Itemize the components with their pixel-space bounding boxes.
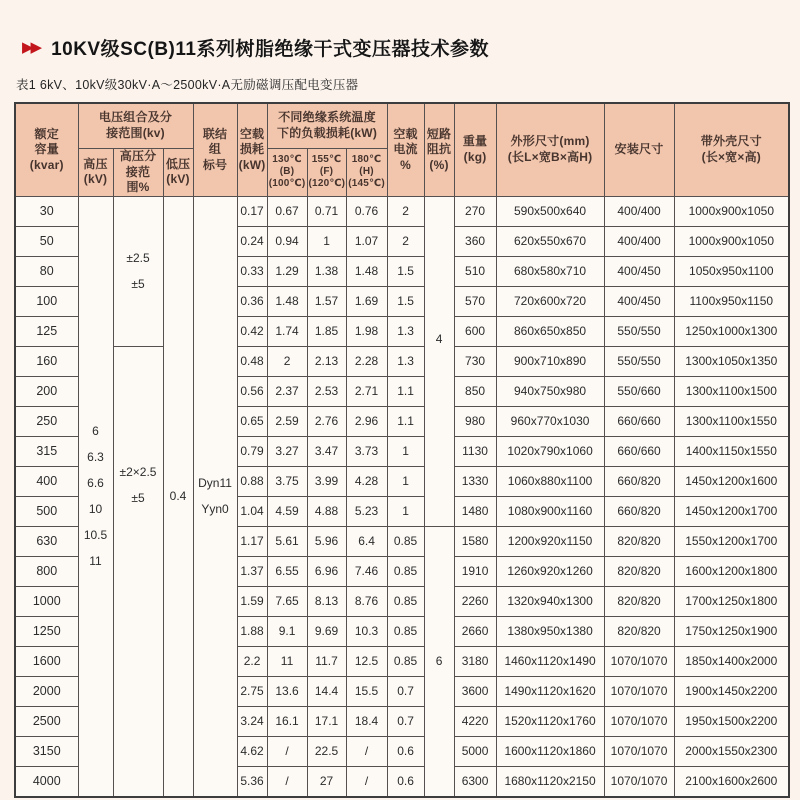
cell-noload-current: 2 (387, 196, 424, 226)
cell-loss-130c: 3.27 (267, 436, 307, 466)
header-rated-capacity: 额定 容量 (kvar) (15, 103, 78, 196)
cell-loss-180c: 2.71 (346, 376, 387, 406)
cell-dimensions: 1020x790x1060 (496, 436, 604, 466)
cell-noload-loss: 4.62 (237, 736, 267, 766)
cell-noload-current: 0.85 (387, 556, 424, 586)
cell-loss-180c: / (346, 766, 387, 797)
cell-enclosure-size: 1600x1200x1800 (674, 556, 789, 586)
cell-weight: 1330 (454, 466, 496, 496)
cell-dimensions: 860x650x850 (496, 316, 604, 346)
cell-loss-180c: 1.69 (346, 286, 387, 316)
cell-noload-current: 0.7 (387, 706, 424, 736)
cell-noload-current: 0.85 (387, 616, 424, 646)
cell-enclosure-size: 1450x1200x1600 (674, 466, 789, 496)
cell-noload-current: 1 (387, 496, 424, 526)
cell-capacity: 630 (15, 526, 78, 556)
cell-install-size: 550/550 (604, 346, 674, 376)
cell-noload-current: 1 (387, 466, 424, 496)
cell-loss-130c: 6.55 (267, 556, 307, 586)
cell-noload-current: 0.7 (387, 676, 424, 706)
cell-dimensions: 960x770x1030 (496, 406, 604, 436)
cell-loss-130c: 1.74 (267, 316, 307, 346)
cell-loss-155c: 22.5 (307, 736, 346, 766)
cell-capacity: 160 (15, 346, 78, 376)
table-header (15, 103, 789, 196)
cell-loss-155c: 1 (307, 226, 346, 256)
cell-weight: 5000 (454, 736, 496, 766)
cell-capacity: 80 (15, 256, 78, 286)
cell-install-size: 400/450 (604, 286, 674, 316)
cell-install-size: 660/660 (604, 406, 674, 436)
cell-loss-180c: 4.28 (346, 466, 387, 496)
cell-enclosure-size: 1300x1100x1550 (674, 406, 789, 436)
cell-dimensions: 1490x1120x1620 (496, 676, 604, 706)
cell-noload-loss: 0.42 (237, 316, 267, 346)
cell-weight: 3180 (454, 646, 496, 676)
page-title: 10KV级SC(B)11系列树脂绝缘干式变压器技术参数 (51, 39, 489, 60)
cell-dimensions: 940x750x980 (496, 376, 604, 406)
header-load-loss: 不同绝缘系统温度 下的负载损耗(kW) (267, 103, 387, 149)
cell-install-size: 400/400 (604, 196, 674, 226)
cell-loss-180c: 10.3 (346, 616, 387, 646)
cell-noload-loss: 1.37 (237, 556, 267, 586)
title-row (22, 34, 788, 61)
cell-weight: 730 (454, 346, 496, 376)
cell-weight: 360 (454, 226, 496, 256)
cell-enclosure-size: 1000x900x1050 (674, 196, 789, 226)
cell-loss-130c: 1.48 (267, 286, 307, 316)
cell-loss-130c: 9.1 (267, 616, 307, 646)
cell-weight: 1130 (454, 436, 496, 466)
cell-loss-180c: 2.96 (346, 406, 387, 436)
cell-enclosure-size: 1250x1000x1300 (674, 316, 789, 346)
cell-noload-loss: 0.48 (237, 346, 267, 376)
cell-noload-loss: 0.65 (237, 406, 267, 436)
cell-noload-loss: 1.04 (237, 496, 267, 526)
cell-noload-loss: 2.2 (237, 646, 267, 676)
cell-noload-loss: 1.88 (237, 616, 267, 646)
cell-loss-180c: 12.5 (346, 646, 387, 676)
cell-noload-loss: 0.24 (237, 226, 267, 256)
cell-enclosure-size: 1450x1200x1700 (674, 496, 789, 526)
cell-install-size: 820/820 (604, 526, 674, 556)
cell-install-size: 1070/1070 (604, 646, 674, 676)
cell-lv-voltage: 0.4 (163, 196, 193, 797)
cell-install-size: 550/550 (604, 316, 674, 346)
double-arrow-icon: ▶▶ (22, 39, 40, 56)
cell-enclosure-size: 1950x1500x2200 (674, 706, 789, 736)
cell-loss-155c: 1.57 (307, 286, 346, 316)
cell-loss-155c: 4.88 (307, 496, 346, 526)
cell-enclosure-size: 1750x1250x1900 (674, 616, 789, 646)
cell-loss-130c: 0.94 (267, 226, 307, 256)
cell-noload-current: 1.3 (387, 316, 424, 346)
cell-noload-current: 1.5 (387, 286, 424, 316)
cell-noload-current: 1 (387, 436, 424, 466)
cell-loss-155c: 6.96 (307, 556, 346, 586)
cell-loss-155c: 9.69 (307, 616, 346, 646)
cell-capacity: 2000 (15, 676, 78, 706)
cell-capacity: 1600 (15, 646, 78, 676)
cell-tap-range-b: ±2×2.5 ±5 (113, 346, 163, 797)
cell-hv-voltages: 6 6.3 6.6 10 10.5 11 (78, 196, 113, 797)
cell-dimensions: 1260x920x1260 (496, 556, 604, 586)
cell-impedance: 6 (424, 526, 454, 797)
cell-weight: 510 (454, 256, 496, 286)
cell-loss-155c: 3.99 (307, 466, 346, 496)
cell-loss-180c: / (346, 736, 387, 766)
cell-capacity: 200 (15, 376, 78, 406)
cell-loss-155c: 0.71 (307, 196, 346, 226)
cell-dimensions: 1320x940x1300 (496, 586, 604, 616)
cell-loss-130c: 16.1 (267, 706, 307, 736)
cell-noload-current: 1.1 (387, 376, 424, 406)
cell-enclosure-size: 1000x900x1050 (674, 226, 789, 256)
header-install-size: 安装尺寸 (604, 103, 674, 196)
cell-install-size: 660/660 (604, 436, 674, 466)
cell-loss-180c: 15.5 (346, 676, 387, 706)
table-subtitle: 表1 6kV、10kV级30kV·A～2500kV·A无励磁调压配电变压器 (16, 78, 359, 92)
cell-loss-180c: 0.76 (346, 196, 387, 226)
cell-loss-130c: 3.75 (267, 466, 307, 496)
cell-install-size: 660/820 (604, 466, 674, 496)
cell-loss-130c: 1.29 (267, 256, 307, 286)
cell-install-size: 660/820 (604, 496, 674, 526)
cell-loss-180c: 8.76 (346, 586, 387, 616)
cell-enclosure-size: 1550x1200x1700 (674, 526, 789, 556)
cell-dimensions: 1460x1120x1490 (496, 646, 604, 676)
header-vector-group: 联结 组 标号 (193, 103, 237, 196)
cell-loss-155c: 1.85 (307, 316, 346, 346)
cell-loss-180c: 7.46 (346, 556, 387, 586)
cell-loss-155c: 1.38 (307, 256, 346, 286)
cell-capacity: 125 (15, 316, 78, 346)
cell-install-size: 820/820 (604, 586, 674, 616)
cell-weight: 2260 (454, 586, 496, 616)
cell-dimensions: 620x550x670 (496, 226, 604, 256)
cell-loss-180c: 1.98 (346, 316, 387, 346)
table-body (15, 196, 789, 797)
cell-noload-current: 0.85 (387, 526, 424, 556)
header-noload-loss: 空载 损耗 (kW) (237, 103, 267, 196)
cell-install-size: 400/400 (604, 226, 674, 256)
cell-loss-130c: 5.61 (267, 526, 307, 556)
cell-capacity: 3150 (15, 736, 78, 766)
cell-noload-current: 0.85 (387, 586, 424, 616)
header-155c: 155℃ (F) (120℃) (307, 149, 346, 197)
spec-table (14, 102, 790, 798)
cell-enclosure-size: 1400x1150x1550 (674, 436, 789, 466)
cell-capacity: 2500 (15, 706, 78, 736)
cell-enclosure-size: 1850x1400x2000 (674, 646, 789, 676)
cell-loss-130c: 11 (267, 646, 307, 676)
header-impedance: 短路 阻抗 (%) (424, 103, 454, 196)
header-hv: 高压 (kV) (78, 149, 113, 197)
cell-noload-current: 1.5 (387, 256, 424, 286)
cell-loss-180c: 3.73 (346, 436, 387, 466)
table-row (15, 346, 789, 376)
cell-weight: 850 (454, 376, 496, 406)
cell-loss-130c: 7.65 (267, 586, 307, 616)
cell-install-size: 820/820 (604, 556, 674, 586)
cell-dimensions: 720x600x720 (496, 286, 604, 316)
cell-weight: 4220 (454, 706, 496, 736)
cell-capacity: 1250 (15, 616, 78, 646)
header-noload-current: 空载 电流 % (387, 103, 424, 196)
cell-loss-155c: 27 (307, 766, 346, 797)
cell-weight: 570 (454, 286, 496, 316)
cell-dimensions: 1680x1120x2150 (496, 766, 604, 797)
header-180c: 180℃ (H) (145℃) (346, 149, 387, 197)
header-dimensions: 外形尺寸(mm) (长L×宽B×高H) (496, 103, 604, 196)
header-130c: 130℃ (B) (100℃) (267, 149, 307, 197)
cell-loss-180c: 5.23 (346, 496, 387, 526)
cell-noload-loss: 0.17 (237, 196, 267, 226)
cell-loss-155c: 3.47 (307, 436, 346, 466)
header-tap-range: 高压分 接范围% (113, 149, 163, 197)
cell-enclosure-size: 2000x1550x2300 (674, 736, 789, 766)
cell-capacity: 315 (15, 436, 78, 466)
cell-dimensions: 1380x950x1380 (496, 616, 604, 646)
cell-weight: 1580 (454, 526, 496, 556)
cell-loss-130c: / (267, 766, 307, 797)
cell-loss-155c: 8.13 (307, 586, 346, 616)
cell-dimensions: 590x500x640 (496, 196, 604, 226)
header-enclosure-size: 带外壳尺寸 (长×宽×高) (674, 103, 789, 196)
cell-loss-130c: 13.6 (267, 676, 307, 706)
cell-install-size: 1070/1070 (604, 706, 674, 736)
cell-loss-180c: 1.07 (346, 226, 387, 256)
cell-loss-130c: / (267, 736, 307, 766)
cell-loss-130c: 2.37 (267, 376, 307, 406)
cell-dimensions: 1060x880x1100 (496, 466, 604, 496)
cell-install-size: 550/660 (604, 376, 674, 406)
cell-weight: 270 (454, 196, 496, 226)
cell-enclosure-size: 1300x1100x1500 (674, 376, 789, 406)
cell-noload-loss: 1.59 (237, 586, 267, 616)
cell-loss-180c: 1.48 (346, 256, 387, 286)
cell-capacity: 500 (15, 496, 78, 526)
header-voltage-combination: 电压组合及分 接范围(kv) (78, 103, 193, 149)
cell-loss-180c: 2.28 (346, 346, 387, 376)
cell-capacity: 4000 (15, 766, 78, 797)
cell-noload-loss: 0.33 (237, 256, 267, 286)
cell-weight: 3600 (454, 676, 496, 706)
cell-noload-current: 0.6 (387, 766, 424, 797)
cell-capacity: 1000 (15, 586, 78, 616)
cell-weight: 2660 (454, 616, 496, 646)
cell-loss-130c: 0.67 (267, 196, 307, 226)
cell-loss-130c: 2 (267, 346, 307, 376)
cell-weight: 980 (454, 406, 496, 436)
cell-noload-loss: 0.88 (237, 466, 267, 496)
cell-dimensions: 1600x1120x1860 (496, 736, 604, 766)
cell-noload-current: 0.6 (387, 736, 424, 766)
cell-install-size: 820/820 (604, 616, 674, 646)
cell-noload-current: 2 (387, 226, 424, 256)
cell-loss-155c: 17.1 (307, 706, 346, 736)
cell-noload-loss: 3.24 (237, 706, 267, 736)
cell-loss-130c: 4.59 (267, 496, 307, 526)
cell-loss-155c: 5.96 (307, 526, 346, 556)
cell-enclosure-size: 1900x1450x2200 (674, 676, 789, 706)
cell-vector-group: Dyn11 Yyn0 (193, 196, 237, 797)
table-row (15, 196, 789, 226)
cell-capacity: 400 (15, 466, 78, 496)
cell-loss-155c: 11.7 (307, 646, 346, 676)
cell-dimensions: 1200x920x1150 (496, 526, 604, 556)
cell-dimensions: 900x710x890 (496, 346, 604, 376)
header-lv: 低压 (kV) (163, 149, 193, 197)
cell-weight: 1480 (454, 496, 496, 526)
cell-tap-range-a: ±2.5 ±5 (113, 196, 163, 346)
cell-install-size: 1070/1070 (604, 736, 674, 766)
cell-capacity: 800 (15, 556, 78, 586)
cell-enclosure-size: 2100x1600x2600 (674, 766, 789, 797)
cell-noload-current: 0.85 (387, 646, 424, 676)
cell-enclosure-size: 1300x1050x1350 (674, 346, 789, 376)
cell-dimensions: 1080x900x1160 (496, 496, 604, 526)
cell-install-size: 400/450 (604, 256, 674, 286)
cell-noload-loss: 1.17 (237, 526, 267, 556)
header-weight: 重量 (kg) (454, 103, 496, 196)
cell-noload-loss: 5.36 (237, 766, 267, 797)
cell-noload-current: 1.3 (387, 346, 424, 376)
cell-loss-180c: 18.4 (346, 706, 387, 736)
cell-noload-current: 1.1 (387, 406, 424, 436)
cell-enclosure-size: 1050x950x1100 (674, 256, 789, 286)
cell-enclosure-size: 1100x950x1150 (674, 286, 789, 316)
cell-capacity: 100 (15, 286, 78, 316)
cell-loss-155c: 2.53 (307, 376, 346, 406)
cell-capacity: 250 (15, 406, 78, 436)
cell-weight: 6300 (454, 766, 496, 797)
cell-noload-loss: 2.75 (237, 676, 267, 706)
cell-install-size: 1070/1070 (604, 676, 674, 706)
cell-capacity: 50 (15, 226, 78, 256)
cell-loss-180c: 6.4 (346, 526, 387, 556)
cell-install-size: 1070/1070 (604, 766, 674, 797)
cell-noload-loss: 0.79 (237, 436, 267, 466)
cell-noload-loss: 0.56 (237, 376, 267, 406)
cell-enclosure-size: 1700x1250x1800 (674, 586, 789, 616)
cell-noload-loss: 0.36 (237, 286, 267, 316)
cell-loss-130c: 2.59 (267, 406, 307, 436)
cell-loss-155c: 2.13 (307, 346, 346, 376)
cell-impedance: 4 (424, 196, 454, 526)
cell-loss-155c: 2.76 (307, 406, 346, 436)
cell-weight: 600 (454, 316, 496, 346)
cell-dimensions: 1520x1120x1760 (496, 706, 604, 736)
cell-dimensions: 680x580x710 (496, 256, 604, 286)
cell-loss-155c: 14.4 (307, 676, 346, 706)
cell-capacity: 30 (15, 196, 78, 226)
cell-weight: 1910 (454, 556, 496, 586)
